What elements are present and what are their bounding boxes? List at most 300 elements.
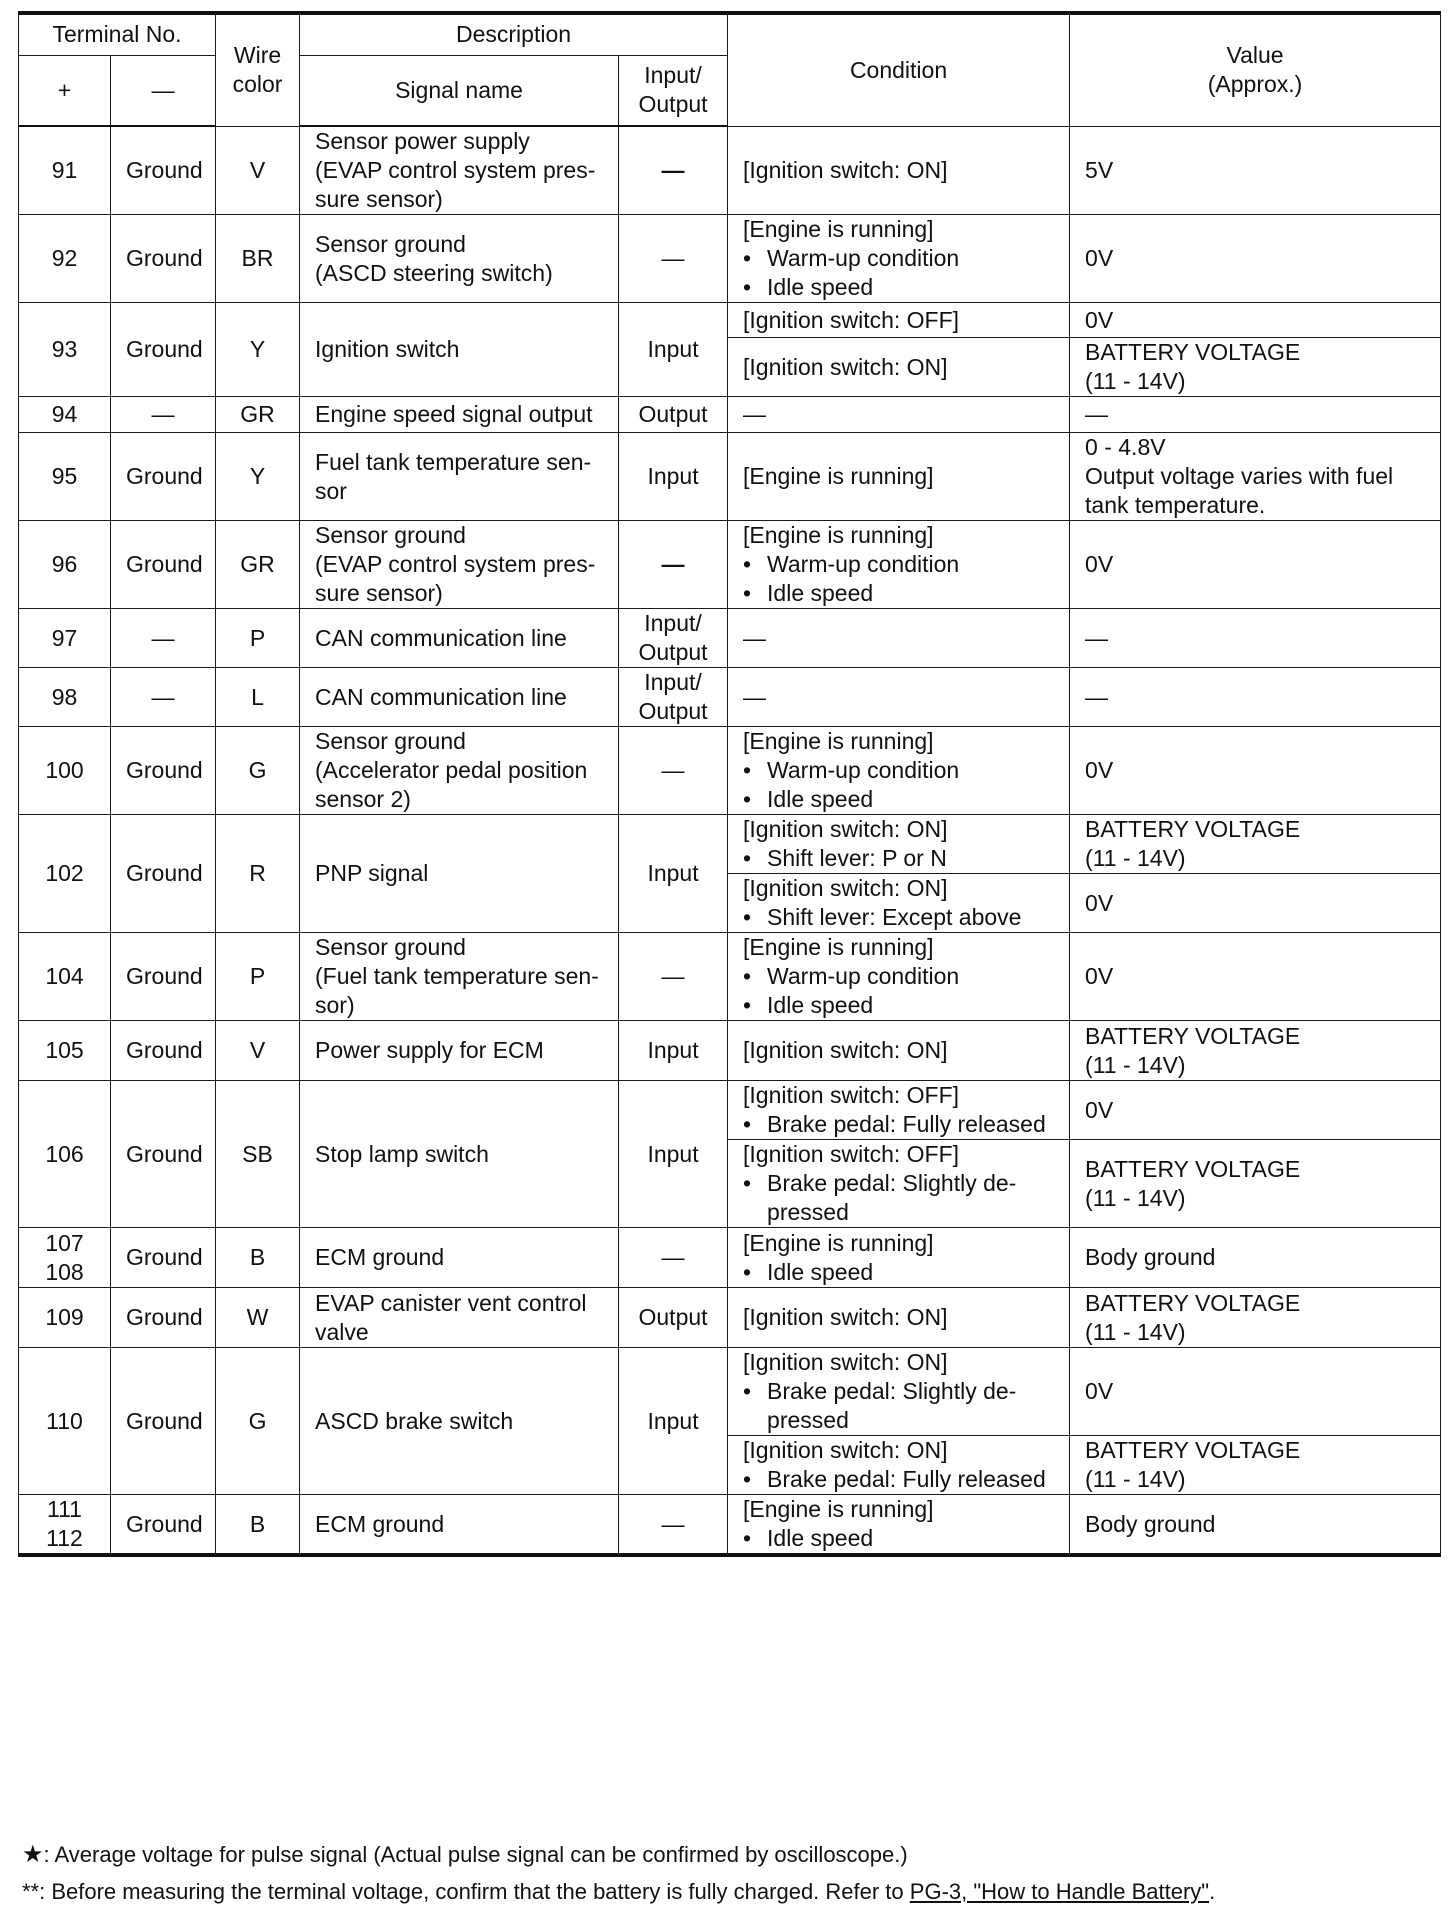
signal-name-cell (300, 933, 619, 1021)
io-cell (619, 433, 728, 521)
value-line: (11 - 14V) (1085, 1466, 1186, 1492)
footnote-star-text: : Average voltage for pulse signal (Actual pulse signal can be confirmed by oscilloscope.) (43, 1842, 908, 1867)
condition-bullet: • Brake pedal: Slightly de- pressed (743, 1377, 1054, 1435)
io-cell (619, 126, 728, 215)
value-cell (1070, 397, 1441, 433)
ground-cell: Ground (111, 126, 216, 215)
table-row (19, 1495, 1441, 1556)
condition-cell (728, 1228, 1070, 1288)
condition-cell (728, 668, 1070, 727)
io-cell (619, 1228, 728, 1288)
condition-cell (728, 933, 1070, 1021)
terminal-cell (19, 815, 111, 933)
terminal-number: 100 (45, 757, 84, 783)
condition-head: [Engine is running] (743, 522, 934, 548)
condition-bullet: • Shift lever: P or N (743, 844, 1054, 873)
wire-color-cell: G (216, 1348, 300, 1495)
header-value (1070, 13, 1441, 126)
io-cell (619, 727, 728, 815)
terminal-number: 108 (45, 1258, 84, 1285)
io-cell (619, 303, 728, 397)
value-cell (1070, 433, 1441, 521)
io-line: Input (647, 463, 699, 489)
value-cell (1070, 126, 1441, 215)
condition-cell (728, 609, 1070, 668)
condition-head: [Ignition switch: ON] (743, 353, 948, 380)
signal-name-cell (300, 1228, 619, 1288)
value-cell (1070, 1140, 1441, 1228)
value-cell (1070, 1348, 1441, 1436)
value-line: BATTERY VOLTAGE (1085, 1022, 1301, 1049)
ground-cell: Ground (111, 1288, 216, 1348)
condition-bullet: • Warm-up condition (743, 962, 1054, 991)
ground-cell: Ground (111, 1495, 216, 1556)
terminal-cell (19, 1288, 111, 1348)
condition-head: [Ignition switch: OFF] (743, 306, 960, 333)
condition-head: [Engine is running] (743, 934, 934, 960)
table-row (19, 727, 1441, 815)
header-plus: + (19, 55, 111, 126)
condition-bullet: • Idle speed (743, 273, 1054, 302)
signal-name-line: (EVAP control system pres- (315, 551, 596, 577)
value-cell (1070, 303, 1441, 338)
wire-color-cell: P (216, 933, 300, 1021)
io-cell (619, 1081, 728, 1228)
condition-bullet: • Idle speed (743, 991, 1054, 1020)
signal-name-line: sor (315, 477, 347, 504)
value-cell (1070, 933, 1441, 1021)
signal-name-line: EVAP canister vent control (315, 1289, 587, 1316)
signal-name-line: CAN communication line (315, 683, 567, 710)
value-line: (11 - 14V) (1085, 1184, 1186, 1211)
condition-bullet: • Idle speed (743, 1524, 1054, 1553)
signal-name-cell (300, 727, 619, 815)
ground-cell: Ground (111, 215, 216, 303)
double-star-symbol: ** (22, 1879, 40, 1904)
terminal-cell (19, 521, 111, 609)
terminal-cell (19, 1495, 111, 1556)
condition-head: [Ignition switch: OFF] (743, 1082, 960, 1108)
condition-cell (728, 338, 1070, 397)
value-line: 0V (1085, 757, 1114, 783)
signal-name-cell (300, 215, 619, 303)
condition-cell (728, 1348, 1070, 1436)
condition-cell (728, 815, 1070, 874)
io-cell (619, 1288, 728, 1348)
condition-cell (728, 397, 1070, 433)
ground-cell: Ground (111, 433, 216, 521)
value-line: 0V (1085, 245, 1114, 271)
value-cell (1070, 609, 1441, 668)
table-row (19, 397, 1441, 433)
table-row (19, 933, 1441, 1021)
value-cell (1070, 815, 1441, 874)
io-line: Input (647, 1037, 699, 1063)
condition-bullet: • Warm-up condition (743, 244, 1054, 273)
wire-color-cell: R (216, 815, 300, 933)
value-line: BATTERY VOLTAGE (1085, 1155, 1301, 1182)
table-row (19, 433, 1441, 521)
header-description: Description (300, 13, 728, 55)
condition-cell (728, 874, 1070, 933)
wire-color-cell: GR (216, 397, 300, 433)
value-line: — (1085, 683, 1109, 710)
condition-bullet: • Brake pedal: Fully released (743, 1465, 1054, 1494)
wire-color-cell: V (216, 126, 300, 215)
io-line: — (661, 963, 685, 989)
table-row (19, 1288, 1441, 1348)
condition-head: [Engine is running] (743, 728, 934, 754)
condition-head: [Ignition switch: ON] (743, 1349, 948, 1375)
io-cell (619, 609, 728, 668)
io-cell (619, 815, 728, 933)
wire-color-cell: Y (216, 433, 300, 521)
ground-cell: — (111, 609, 216, 668)
header-value-line2: (Approx.) (1207, 71, 1303, 98)
condition-cell (728, 303, 1070, 338)
io-line: Input/ (644, 610, 702, 636)
value-cell (1070, 874, 1441, 933)
value-line: 0V (1085, 306, 1114, 333)
condition-head: — (743, 683, 767, 710)
ground-cell: Ground (111, 933, 216, 1021)
ground-cell: Ground (111, 1021, 216, 1081)
value-cell (1070, 1436, 1441, 1495)
terminal-number: 111 (47, 1496, 82, 1522)
value-line: BATTERY VOLTAGE (1085, 1437, 1301, 1463)
table-row (19, 668, 1441, 727)
value-line: 0V (1085, 551, 1114, 577)
terminal-cell (19, 727, 111, 815)
io-cell (619, 1021, 728, 1081)
footnotes (22, 1836, 1442, 1910)
header-io-line2: Output (638, 91, 708, 118)
ground-cell: — (111, 668, 216, 727)
signal-name-cell (300, 126, 619, 215)
wire-color-cell: W (216, 1288, 300, 1348)
header-wire-color-line2: color (232, 71, 283, 98)
terminal-number: 96 (51, 551, 78, 577)
value-cell (1070, 1021, 1441, 1081)
value-line: 0V (1085, 889, 1114, 916)
terminal-cell (19, 933, 111, 1021)
condition-head: [Engine is running] (743, 1496, 934, 1522)
condition-head: [Ignition switch: OFF] (743, 1141, 960, 1167)
terminal-cell (19, 433, 111, 521)
value-cell (1070, 668, 1441, 727)
signal-name-line: Stop lamp switch (315, 1140, 489, 1167)
signal-name-line: PNP signal (315, 860, 429, 886)
io-line: — (661, 1244, 685, 1270)
ground-cell: Ground (111, 1081, 216, 1228)
wire-color-cell: SB (216, 1081, 300, 1228)
condition-head: [Engine is running] (743, 1229, 934, 1256)
signal-name-line: Sensor power supply (315, 128, 530, 154)
condition-head: [Ignition switch: ON] (743, 875, 948, 901)
terminal-number: 102 (45, 860, 84, 886)
io-cell (619, 397, 728, 433)
condition-head: — (743, 624, 767, 651)
terminal-number: 109 (45, 1304, 84, 1330)
condition-bullet: • Brake pedal: Fully released (743, 1110, 1054, 1139)
io-cell (619, 668, 728, 727)
table-body (19, 126, 1441, 1555)
table-row (19, 126, 1441, 215)
terminal-number: 105 (45, 1037, 84, 1063)
terminal-cell (19, 1081, 111, 1228)
condition-cell (728, 1081, 1070, 1140)
signal-name-line: (EVAP control system pres- (315, 157, 596, 183)
value-line: (11 - 14V) (1085, 1051, 1186, 1078)
wire-color-cell: G (216, 727, 300, 815)
ground-cell: Ground (111, 521, 216, 609)
ground-cell: Ground (111, 303, 216, 397)
condition-head: [Ignition switch: ON] (743, 1437, 948, 1463)
signal-name-cell (300, 521, 619, 609)
header-input-output (619, 55, 728, 126)
star-symbol: ★ (22, 1841, 44, 1868)
signal-name-line: ECM ground (315, 1510, 445, 1537)
io-cell (619, 521, 728, 609)
condition-cell (728, 1288, 1070, 1348)
table-row (19, 815, 1441, 874)
io-line: — (661, 1510, 685, 1537)
header-minus: — (111, 55, 216, 126)
signal-name-line: (ASCD steering switch) (315, 259, 553, 286)
battery-reference-link[interactable]: PG-3, "How to Handle Battery" (909, 1879, 1210, 1904)
terminal-number: 98 (51, 683, 78, 710)
io-cell (619, 1495, 728, 1556)
table-row (19, 521, 1441, 609)
signal-name-line: Power supply for ECM (315, 1037, 544, 1063)
signal-name-line: sure sensor) (315, 580, 443, 606)
value-cell (1070, 338, 1441, 397)
value-line: tank temperature. (1085, 492, 1266, 518)
condition-cell (728, 521, 1070, 609)
signal-name-cell (300, 303, 619, 397)
value-line: — (1085, 401, 1109, 427)
value-line: 0 - 4.8V (1085, 434, 1166, 460)
condition-cell (728, 1436, 1070, 1495)
signal-name-cell (300, 1288, 619, 1348)
table-row (19, 1081, 1441, 1140)
terminal-number: 110 (46, 1407, 83, 1434)
io-line: Input (647, 1407, 699, 1434)
signal-name-cell (300, 1021, 619, 1081)
io-line: Input (647, 1140, 699, 1167)
condition-cell (728, 126, 1070, 215)
condition-head: — (743, 401, 767, 427)
terminal-number: 95 (51, 463, 78, 489)
io-cell (619, 215, 728, 303)
condition-bullet: • Shift lever: Except above (743, 903, 1054, 932)
table-row (19, 1348, 1441, 1436)
terminal-cell (19, 1228, 111, 1288)
condition-cell (728, 433, 1070, 521)
header-value-line1: Value (1226, 42, 1284, 69)
value-cell (1070, 1228, 1441, 1288)
condition-bullet: • Brake pedal: Slightly de- pressed (743, 1169, 1054, 1227)
signal-name-cell (300, 815, 619, 933)
signal-name-line: Engine speed signal output (315, 401, 593, 427)
condition-head: [Ignition switch: ON] (743, 1037, 948, 1063)
io-line: Output (638, 639, 708, 665)
value-line: Body ground (1085, 1510, 1216, 1537)
signal-name-cell (300, 668, 619, 727)
value-line: 0V (1085, 1378, 1114, 1404)
io-line: — (661, 757, 685, 783)
signal-name-line: sure sensor) (315, 186, 443, 212)
table-row (19, 1021, 1441, 1081)
value-line: (11 - 14V) (1085, 368, 1186, 394)
value-cell (1070, 1495, 1441, 1556)
condition-cell (728, 1140, 1070, 1228)
signal-name-line: Sensor ground (315, 230, 466, 257)
header-signal-name: Signal name (300, 55, 619, 126)
condition-head: [Ignition switch: ON] (743, 1304, 948, 1330)
value-line: (11 - 14V) (1085, 1318, 1186, 1345)
terminal-number: 107 (45, 1229, 84, 1256)
condition-cell (728, 727, 1070, 815)
wire-color-cell: P (216, 609, 300, 668)
value-line: Output voltage varies with fuel (1085, 463, 1394, 489)
condition-head: [Ignition switch: ON] (743, 816, 948, 842)
io-line: Output (638, 1304, 708, 1330)
condition-bullet: • Idle speed (743, 785, 1054, 814)
value-line: 0V (1085, 1096, 1114, 1123)
signal-name-line: Fuel tank temperature sen- (315, 448, 592, 475)
signal-name-line: CAN communication line (315, 624, 567, 651)
signal-name-line: Ignition switch (315, 336, 460, 362)
signal-name-line: ECM ground (315, 1244, 445, 1270)
wire-color-cell: BR (216, 215, 300, 303)
io-line: Input (647, 860, 699, 886)
table-row (19, 609, 1441, 668)
value-line: BATTERY VOLTAGE (1085, 339, 1301, 365)
value-line: Body ground (1085, 1244, 1216, 1270)
ground-cell: Ground (111, 727, 216, 815)
signal-name-line: Sensor ground (315, 522, 466, 548)
condition-bullet: • Idle speed (743, 579, 1054, 608)
terminal-cell (19, 397, 111, 433)
value-cell (1070, 727, 1441, 815)
footnote-double-star-text: : Before measuring the terminal voltage, confirm that the battery is fully charged. Refer to (39, 1879, 910, 1904)
value-line: 5V (1085, 156, 1114, 183)
signal-name-line: sor) (315, 992, 355, 1018)
io-line: — (661, 551, 685, 577)
signal-name-line: sensor 2) (315, 786, 411, 812)
signal-name-cell (300, 433, 619, 521)
value-cell (1070, 1081, 1441, 1140)
table-row (19, 1228, 1441, 1288)
signal-name-cell (300, 1495, 619, 1556)
terminal-number: 93 (51, 336, 78, 362)
terminal-cell (19, 1021, 111, 1081)
footnote-end: . (1209, 1879, 1216, 1904)
value-line: — (1085, 624, 1109, 651)
signal-name-cell (300, 1081, 619, 1228)
condition-cell (728, 1021, 1070, 1081)
header-wire-color-line1: Wire (233, 42, 282, 69)
io-line: Output (638, 698, 708, 724)
value-cell (1070, 215, 1441, 303)
terminal-table (18, 11, 1441, 1557)
wire-color-cell: GR (216, 521, 300, 609)
condition-head: [Ignition switch: ON] (743, 156, 948, 183)
signal-name-line: (Fuel tank temperature sen- (315, 963, 599, 989)
condition-head: [Engine is running] (743, 216, 934, 242)
signal-name-cell (300, 397, 619, 433)
header-condition: Condition (728, 13, 1070, 126)
condition-bullet: • Warm-up condition (743, 756, 1054, 785)
value-line: (11 - 14V) (1085, 845, 1186, 871)
terminal-cell (19, 215, 111, 303)
terminal-number: 104 (45, 963, 84, 989)
signal-name-line: valve (315, 1318, 369, 1345)
terminal-cell (19, 1348, 111, 1495)
table-row (19, 215, 1441, 303)
terminal-cell (19, 303, 111, 397)
table-row (19, 303, 1441, 338)
value-line: BATTERY VOLTAGE (1085, 816, 1301, 842)
footnote-double-star (22, 1873, 1442, 1910)
wire-color-cell: Y (216, 303, 300, 397)
value-line: BATTERY VOLTAGE (1085, 1289, 1301, 1316)
signal-name-line: (Accelerator pedal position (315, 757, 588, 783)
signal-name-line: ASCD brake switch (315, 1407, 514, 1434)
io-cell (619, 933, 728, 1021)
header-terminal-no: Terminal No. (19, 13, 216, 55)
io-line: — (661, 157, 685, 183)
condition-bullet: • Warm-up condition (743, 550, 1054, 579)
header-wire-color (216, 13, 300, 126)
terminal-number: 94 (51, 401, 78, 427)
value-line: 0V (1085, 963, 1114, 989)
value-cell (1070, 521, 1441, 609)
io-cell (619, 1348, 728, 1495)
ground-cell: Ground (111, 1228, 216, 1288)
signal-name-line: Sensor ground (315, 728, 466, 754)
terminal-cell (19, 609, 111, 668)
footnote-star (22, 1836, 1442, 1873)
condition-cell (728, 1495, 1070, 1556)
wire-color-cell: V (216, 1021, 300, 1081)
terminal-cell (19, 668, 111, 727)
ground-cell: Ground (111, 1348, 216, 1495)
terminal-number: 112 (46, 1525, 83, 1551)
terminal-number: 92 (51, 245, 78, 271)
condition-bullet: • Idle speed (743, 1258, 1054, 1287)
terminal-cell (19, 126, 111, 215)
wire-color-cell: L (216, 668, 300, 727)
ground-cell: Ground (111, 815, 216, 933)
condition-cell (728, 215, 1070, 303)
signal-name-cell (300, 1348, 619, 1495)
ground-cell: — (111, 397, 216, 433)
value-cell (1070, 1288, 1441, 1348)
io-line: Output (638, 401, 708, 427)
terminal-number: 91 (51, 157, 78, 183)
terminal-number: 106 (45, 1140, 84, 1167)
io-line: Input/ (644, 669, 702, 695)
condition-head: [Engine is running] (743, 463, 934, 489)
io-line: — (661, 245, 685, 271)
wire-color-cell: B (216, 1495, 300, 1556)
signal-name-cell (300, 609, 619, 668)
wire-color-cell: B (216, 1228, 300, 1288)
io-line: Input (647, 336, 699, 362)
signal-name-line: Sensor ground (315, 934, 466, 960)
